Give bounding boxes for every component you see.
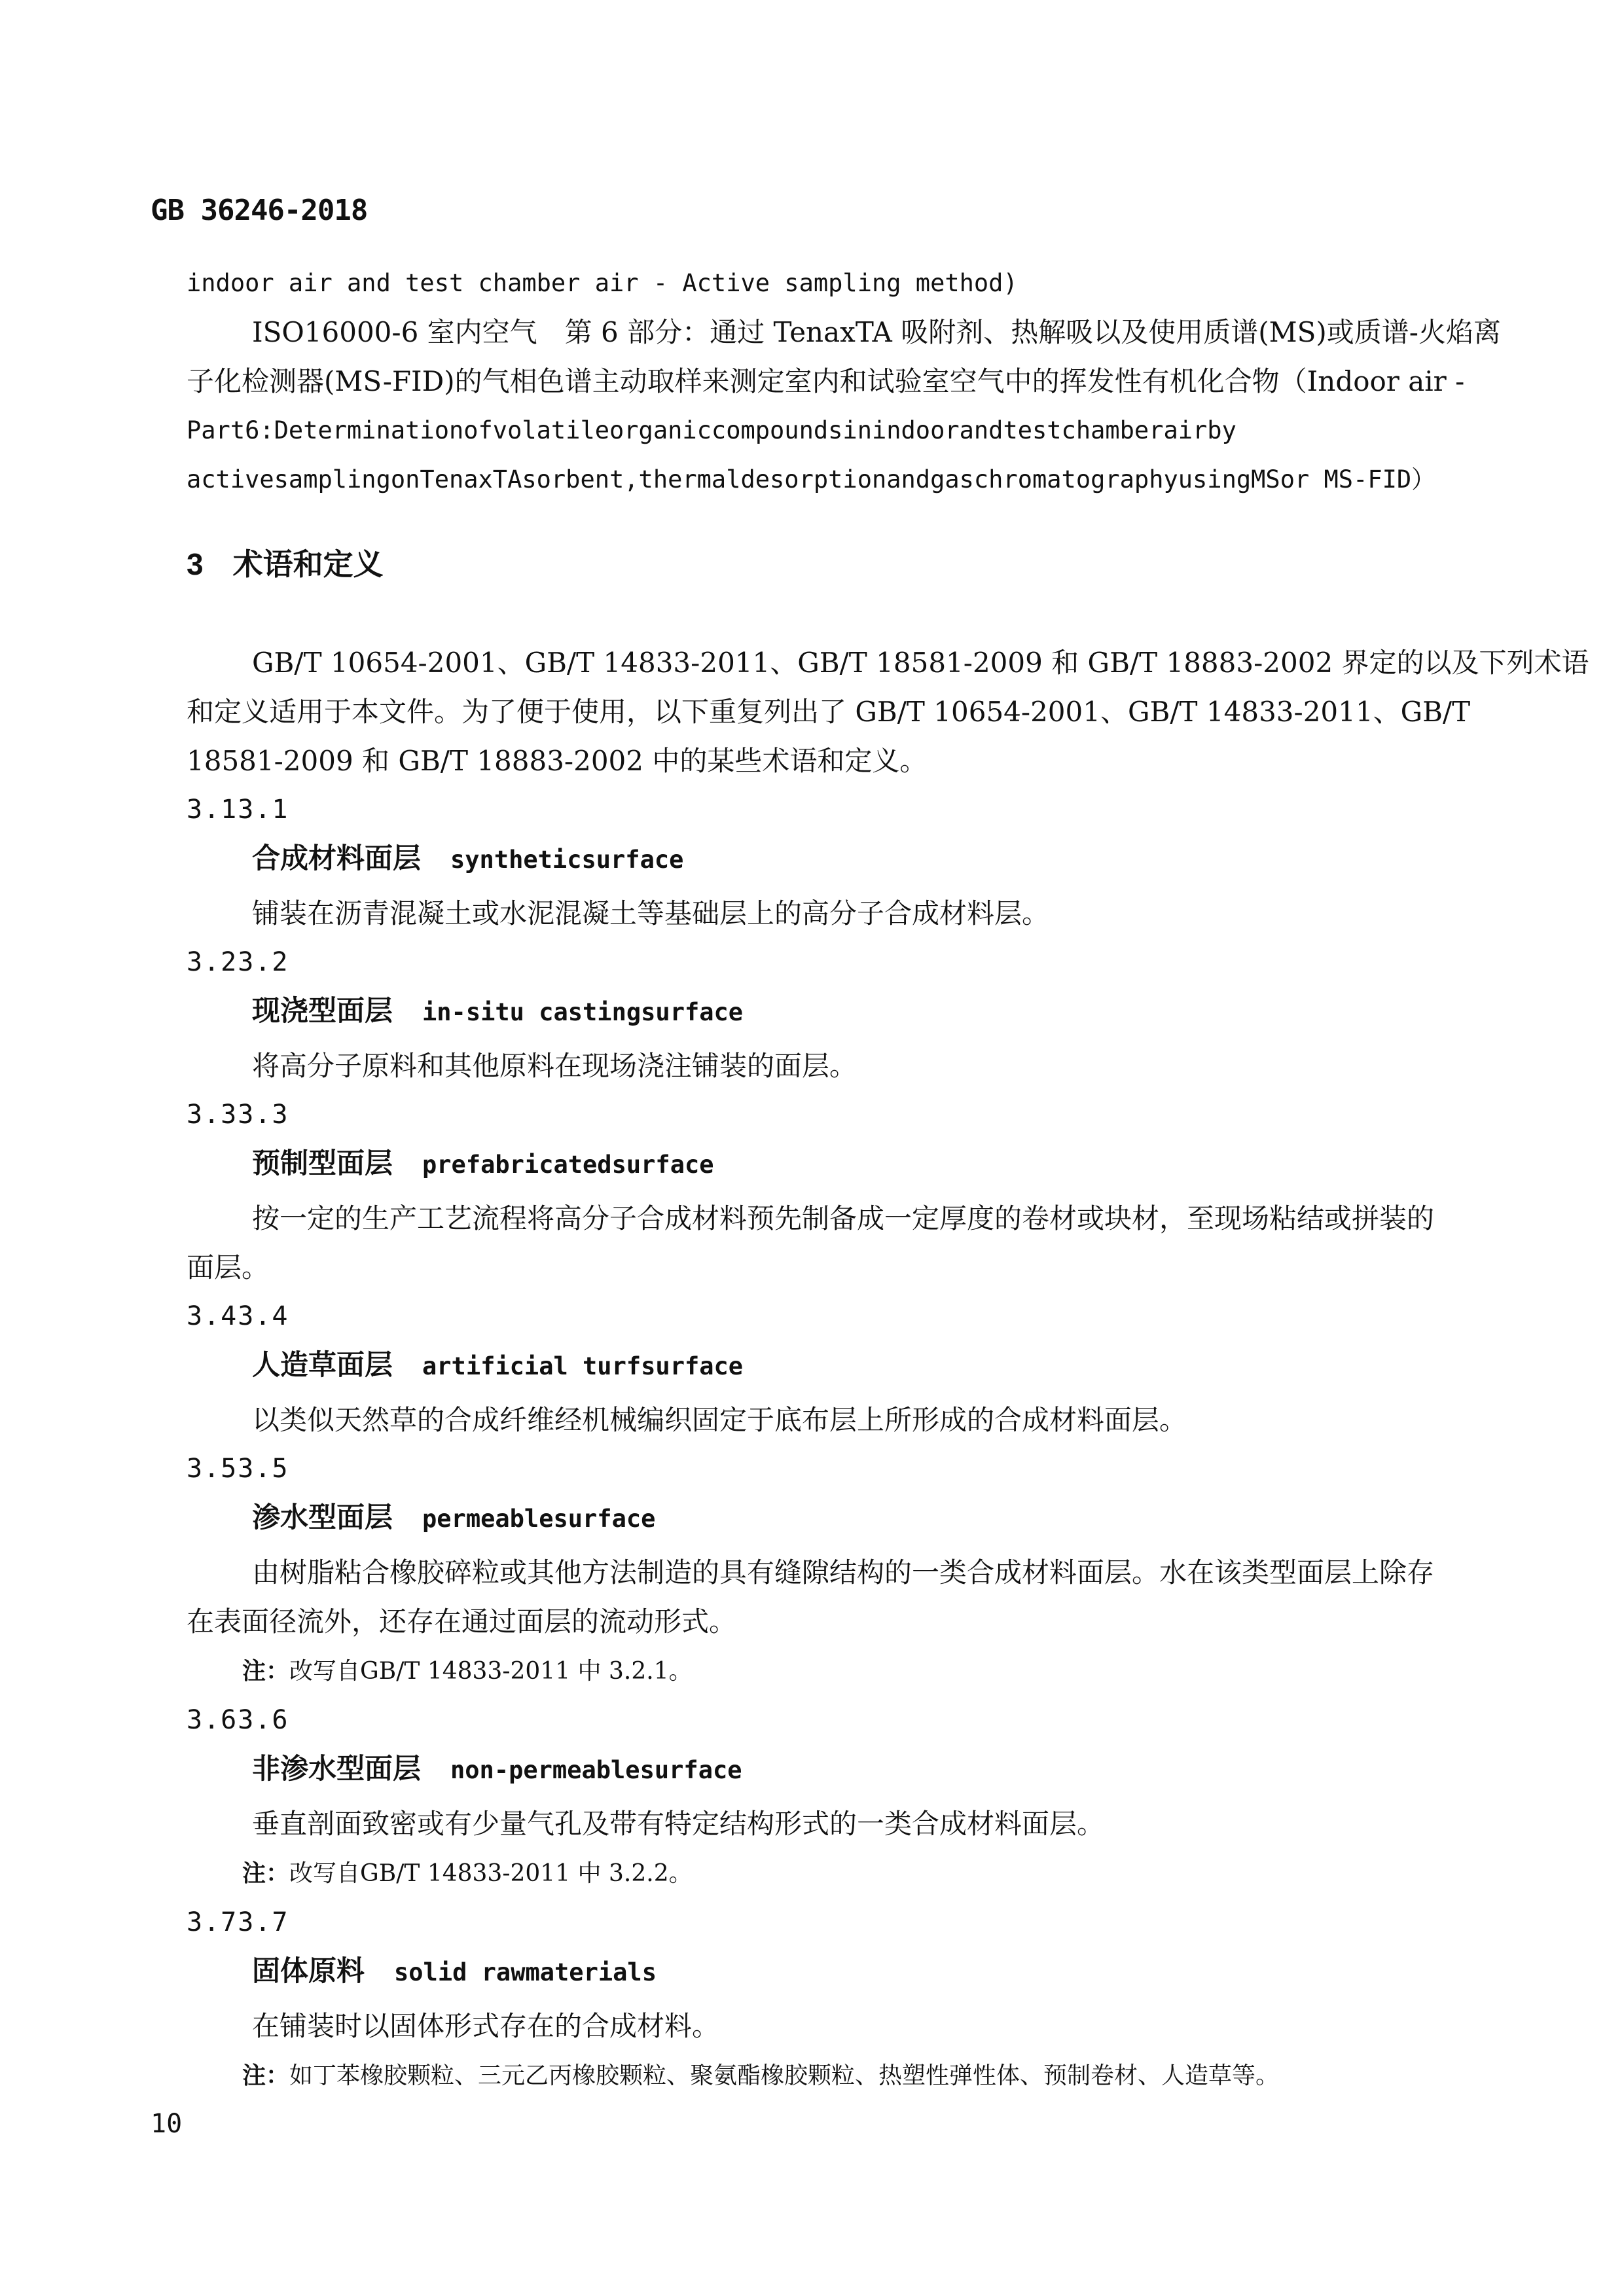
page-body bbox=[187, 259, 1589, 2100]
term-heading bbox=[187, 1494, 1526, 1548]
term-number: 3.73.7 bbox=[187, 1907, 289, 1937]
intro-line: activesamplingonTenaxTAsorbent,thermaldesorptionandgaschromatographyusingMSor MS-FID） bbox=[187, 465, 1436, 493]
section-paragraph-line: 和定义适用于本文件。为了便于使用，以下重复列出了 GB/T 10654-2001、GB/T 14833-2011、GB/T bbox=[187, 696, 1471, 728]
term-definition-line: 由树脂粘合橡胶碎粒或其他方法制造的具有缝隙结构的一类合成材料面层。水在该类型面层上除存 bbox=[252, 1556, 1435, 1588]
term-number: 3.43.4 bbox=[187, 1301, 289, 1331]
term-name-zh: 预制型面层 bbox=[252, 1148, 393, 1179]
section-paragraph-line: 18581-2009 和 GB/T 18883-2002 中的某些术语和定义。 bbox=[187, 745, 928, 777]
note-text: 如丁苯橡胶颗粒、三元乙丙橡胶颗粒、聚氨酯橡胶颗粒、热塑性弹性体、预制卷材、人造草等。 bbox=[289, 2062, 1280, 2089]
note-label: 注： bbox=[242, 1859, 290, 1886]
spacer bbox=[187, 589, 1526, 638]
term-name-en: syntheticsurface bbox=[450, 846, 684, 874]
section-title: 术语和定义 bbox=[232, 547, 384, 581]
term-name-zh: 非渗水型面层 bbox=[252, 1753, 421, 1785]
term-heading bbox=[187, 1139, 1526, 1194]
term-note bbox=[187, 1646, 1526, 1696]
term-definition-line: 将高分子原料和其他原料在现场浇注铺装的面层。 bbox=[252, 1050, 857, 1082]
term-heading bbox=[187, 987, 1526, 1041]
term-definition-line: 在铺装时以固体形式存在的合成材料。 bbox=[252, 2010, 720, 2042]
note-label: 注： bbox=[242, 1657, 290, 1684]
intro-line: Part6:Determinationofvolatileorganiccompoundsinindoorandtestchamberairby bbox=[187, 416, 1236, 444]
term-definition-line: 面层。 bbox=[187, 1251, 270, 1283]
term-definition-line: 垂直剖面致密或有少量气孔及带有特定结构形式的一类合成材料面层。 bbox=[252, 1808, 1105, 1840]
intro-line: ISO16000-6 室内空气 第 6 部分：通过 TenaxTA 吸附剂、热解吸以及使用质谱(MS)或质谱-火焰离 bbox=[252, 316, 1501, 348]
term-name-zh: 固体原料 bbox=[252, 1956, 365, 1987]
intro-line: 子化检测器(MS-FID)的气相色谱主动取样来测定室内和试验室空气中的挥发性有机化合物（Indoor air - bbox=[187, 365, 1465, 397]
term-number: 3.13.1 bbox=[187, 795, 289, 825]
term-name-en: prefabricatedsurface bbox=[422, 1151, 714, 1179]
term-name-zh: 渗水型面层 bbox=[252, 1502, 393, 1534]
term-name-zh: 合成材料面层 bbox=[252, 843, 421, 874]
spacer bbox=[187, 504, 1526, 540]
term-name-en: permeablesurface bbox=[422, 1505, 656, 1533]
term-definition-line: 按一定的生产工艺流程将高分子合成材料预先制备成一定厚度的卷材或块材，至现场粘结或拼装的 bbox=[252, 1202, 1435, 1234]
term-number: 3.23.2 bbox=[187, 947, 289, 977]
standard-number-header: GB 36246-2018 bbox=[151, 194, 368, 227]
term-name-en: non-permeablesurface bbox=[450, 1756, 742, 1784]
term-heading bbox=[187, 1341, 1526, 1395]
term-heading bbox=[187, 1745, 1526, 1799]
term-name-en: in-situ castingsurface bbox=[422, 998, 744, 1026]
term-definition-line: 在表面径流外，还存在通过面层的流动形式。 bbox=[187, 1605, 737, 1638]
section-heading bbox=[187, 540, 1526, 589]
term-heading bbox=[187, 834, 1526, 889]
term-name-zh: 现浇型面层 bbox=[252, 996, 393, 1027]
term-note bbox=[187, 2051, 1526, 2100]
term-number: 3.63.6 bbox=[187, 1705, 289, 1735]
note-text: 改写自GB/T 14833-2011 中 3.2.1。 bbox=[289, 1658, 693, 1685]
page-number: 10 bbox=[151, 2109, 183, 2139]
term-name-zh: 人造草面层 bbox=[252, 1350, 393, 1381]
term-definition-line: 以类似天然草的合成纤维经机械编织固定于底布层上所形成的合成材料面层。 bbox=[252, 1404, 1187, 1436]
section-number: 3 bbox=[187, 547, 204, 581]
intro-line: indoor air and test chamber air - Active sampling method) bbox=[187, 269, 1018, 297]
term-name-en: solid rawmaterials bbox=[394, 1958, 657, 1986]
term-note bbox=[187, 1848, 1526, 1898]
term-name-en: artificial turfsurface bbox=[422, 1352, 744, 1380]
term-definition-line: 铺装在沥青混凝土或水泥混凝土等基础层上的高分子合成材料层。 bbox=[252, 897, 1050, 929]
term-number: 3.53.5 bbox=[187, 1454, 289, 1484]
section-paragraph-line: GB/T 10654-2001、GB/T 14833-2011、GB/T 18581-2009 和 GB/T 18883-2002 界定的以及下列术语 bbox=[252, 647, 1589, 679]
note-text: 改写自GB/T 14833-2011 中 3.2.2。 bbox=[289, 1860, 693, 1887]
note-label: 注： bbox=[242, 2062, 290, 2089]
term-heading bbox=[187, 1947, 1526, 2001]
term-number: 3.33.3 bbox=[187, 1100, 289, 1130]
